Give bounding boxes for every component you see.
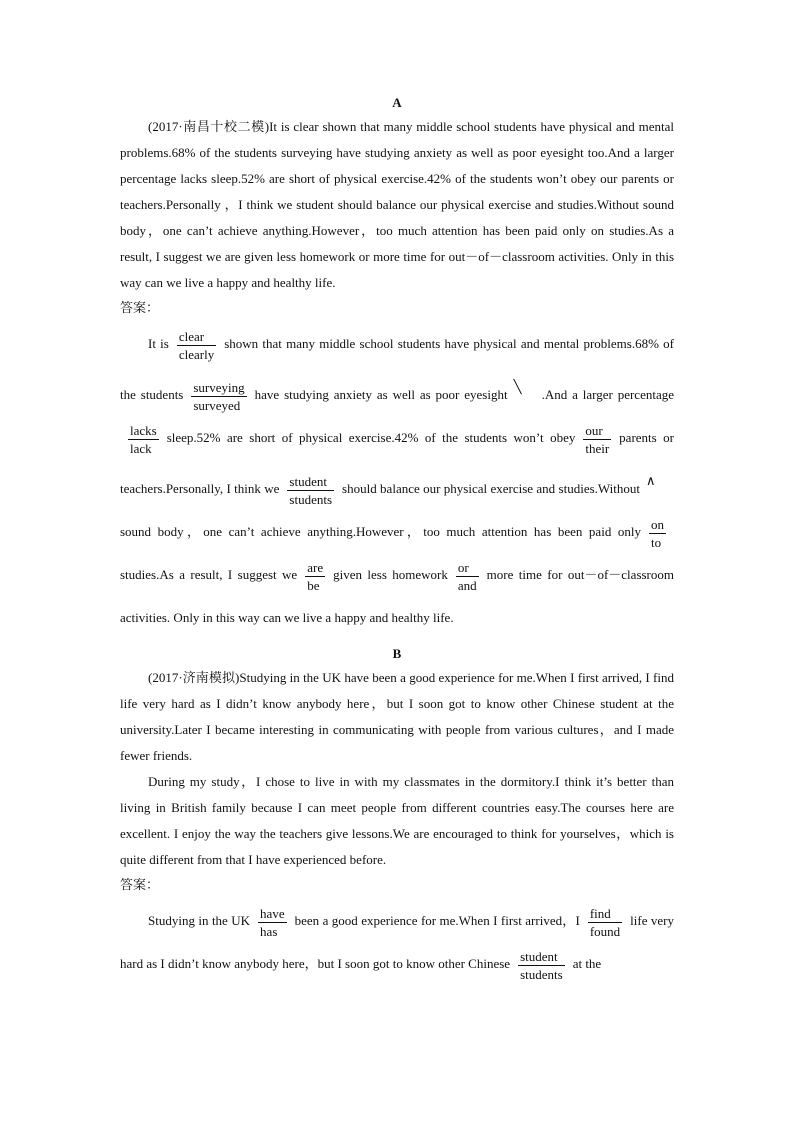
section-b-answer-label: 答案： xyxy=(120,877,160,892)
answer-text: Studying in the UK xyxy=(148,913,251,928)
section-b-title: B xyxy=(392,646,402,661)
answer-text: at the xyxy=(572,956,602,971)
section-a-source: (2017·南昌十校二模) xyxy=(148,119,270,134)
answer-text: have studying anxiety as well as poor eyesight xyxy=(254,387,508,402)
section-b-paragraph-2: During my study，I chose to live in with my classmates in the dormitory.I think it’s better than living in British family because I can meet people from different countries easy.The courses here are excellent. I enjoy the way the teachers give lessons.We are encouraged to think for yourselves，which is quite different from that I have experienced before. xyxy=(120,774,674,867)
answer-text: been a good experience for me.When I first arrived，I xyxy=(294,913,580,928)
answer-text: .And a larger percentage xyxy=(541,387,675,402)
answer-text: studies.As a result, I suggest we xyxy=(120,567,298,582)
correction-find: $\frac{\text{find}}{\text{found}}$ xyxy=(589,905,621,939)
section-a-text: It is clear shown that many middle school students have physical and mental problems.68% of the students surveying have studying anxiety as well as poor eyesight too.And a larger percentage lacks sleep.52% are short of physical exercise.42% of the students won’t obey our parents or teachers.Personally ，I think we student should balance our physical exercise and studies.Without sound body，one can’t achieve anything.However，too much attention has been paid only on studies.As a result, I suggest we are given less homework or more time for out－of－classroom activities. Only in this way can we live a happy and healthy life. xyxy=(120,119,674,290)
correction-have: $\frac{\text{have}}{\text{has}}$ xyxy=(260,905,285,939)
section-b-text: Studying in the UK have been a good experience for me.When I first arrived, I find life very hard as I didn’t know anybody here，but I soon got to know other Chinese student at the university.Later I became interesting in communicating with people from various cultures，and I made fewer friends. xyxy=(120,670,674,763)
answer-text: given less homework xyxy=(333,567,448,582)
answer-text: shown that many middle school students have physical and mental problems.68% of the students xyxy=(120,336,674,402)
answer-text: should balance our physical exercise and studies.Without xyxy=(342,481,640,496)
correction-student-b: $\frac{\text{student}}{\text{students}}$ xyxy=(520,948,563,982)
answer-text: It is xyxy=(148,336,169,351)
correction-or: $\frac{or}{\text{and}}$ xyxy=(457,559,477,593)
document-page xyxy=(120,92,674,985)
section-a-answer-label: 答案： xyxy=(120,300,160,315)
correction-lacks: $\frac{\text{lacks}}{\text{lack}}$ xyxy=(130,422,157,456)
correction-surveying: $\frac{\text{surveying}}{\text{surveyed}}$ xyxy=(193,379,245,413)
delete-mark-icon: ╲ xyxy=(513,379,522,394)
section-b-source: (2017·济南模拟) xyxy=(148,670,240,685)
answer-text: more time for out－of－classroom activities. Only in this way can we live a happy and healthy life. xyxy=(120,567,675,625)
answer-text: life very hard as I didn’t know anybody here，but I soon got to know other Chinese xyxy=(120,913,675,971)
correction-on: $\frac{on}{to}$ xyxy=(651,516,665,550)
section-a-answer xyxy=(120,322,674,639)
correction-our: $\frac{\text{our}}{\text{their}}$ xyxy=(585,422,610,456)
section-b-paragraph-1 xyxy=(120,665,674,769)
section-a-passage xyxy=(120,114,674,296)
correction-are: $\frac{\text{are}}{be}$ xyxy=(307,559,324,593)
section-a-title: A xyxy=(392,95,402,110)
correction-clear: $\frac{\text{clear}}{\text{clearly}}$ xyxy=(178,328,215,362)
section-b-answer xyxy=(120,899,674,985)
correction-student: $\frac{\text{student}}{\text{students}}$ xyxy=(289,473,333,507)
answer-text: sound body，one can’t achieve anything.However，too much attention has been paid only xyxy=(120,524,642,539)
answer-text: parents or teachers.Personally, I think we xyxy=(120,430,674,496)
answer-text: sleep.52% are short of physical exercise.42% of the students won’t obey xyxy=(166,430,576,445)
insert-mark-icon: ∧ xyxy=(646,473,656,488)
